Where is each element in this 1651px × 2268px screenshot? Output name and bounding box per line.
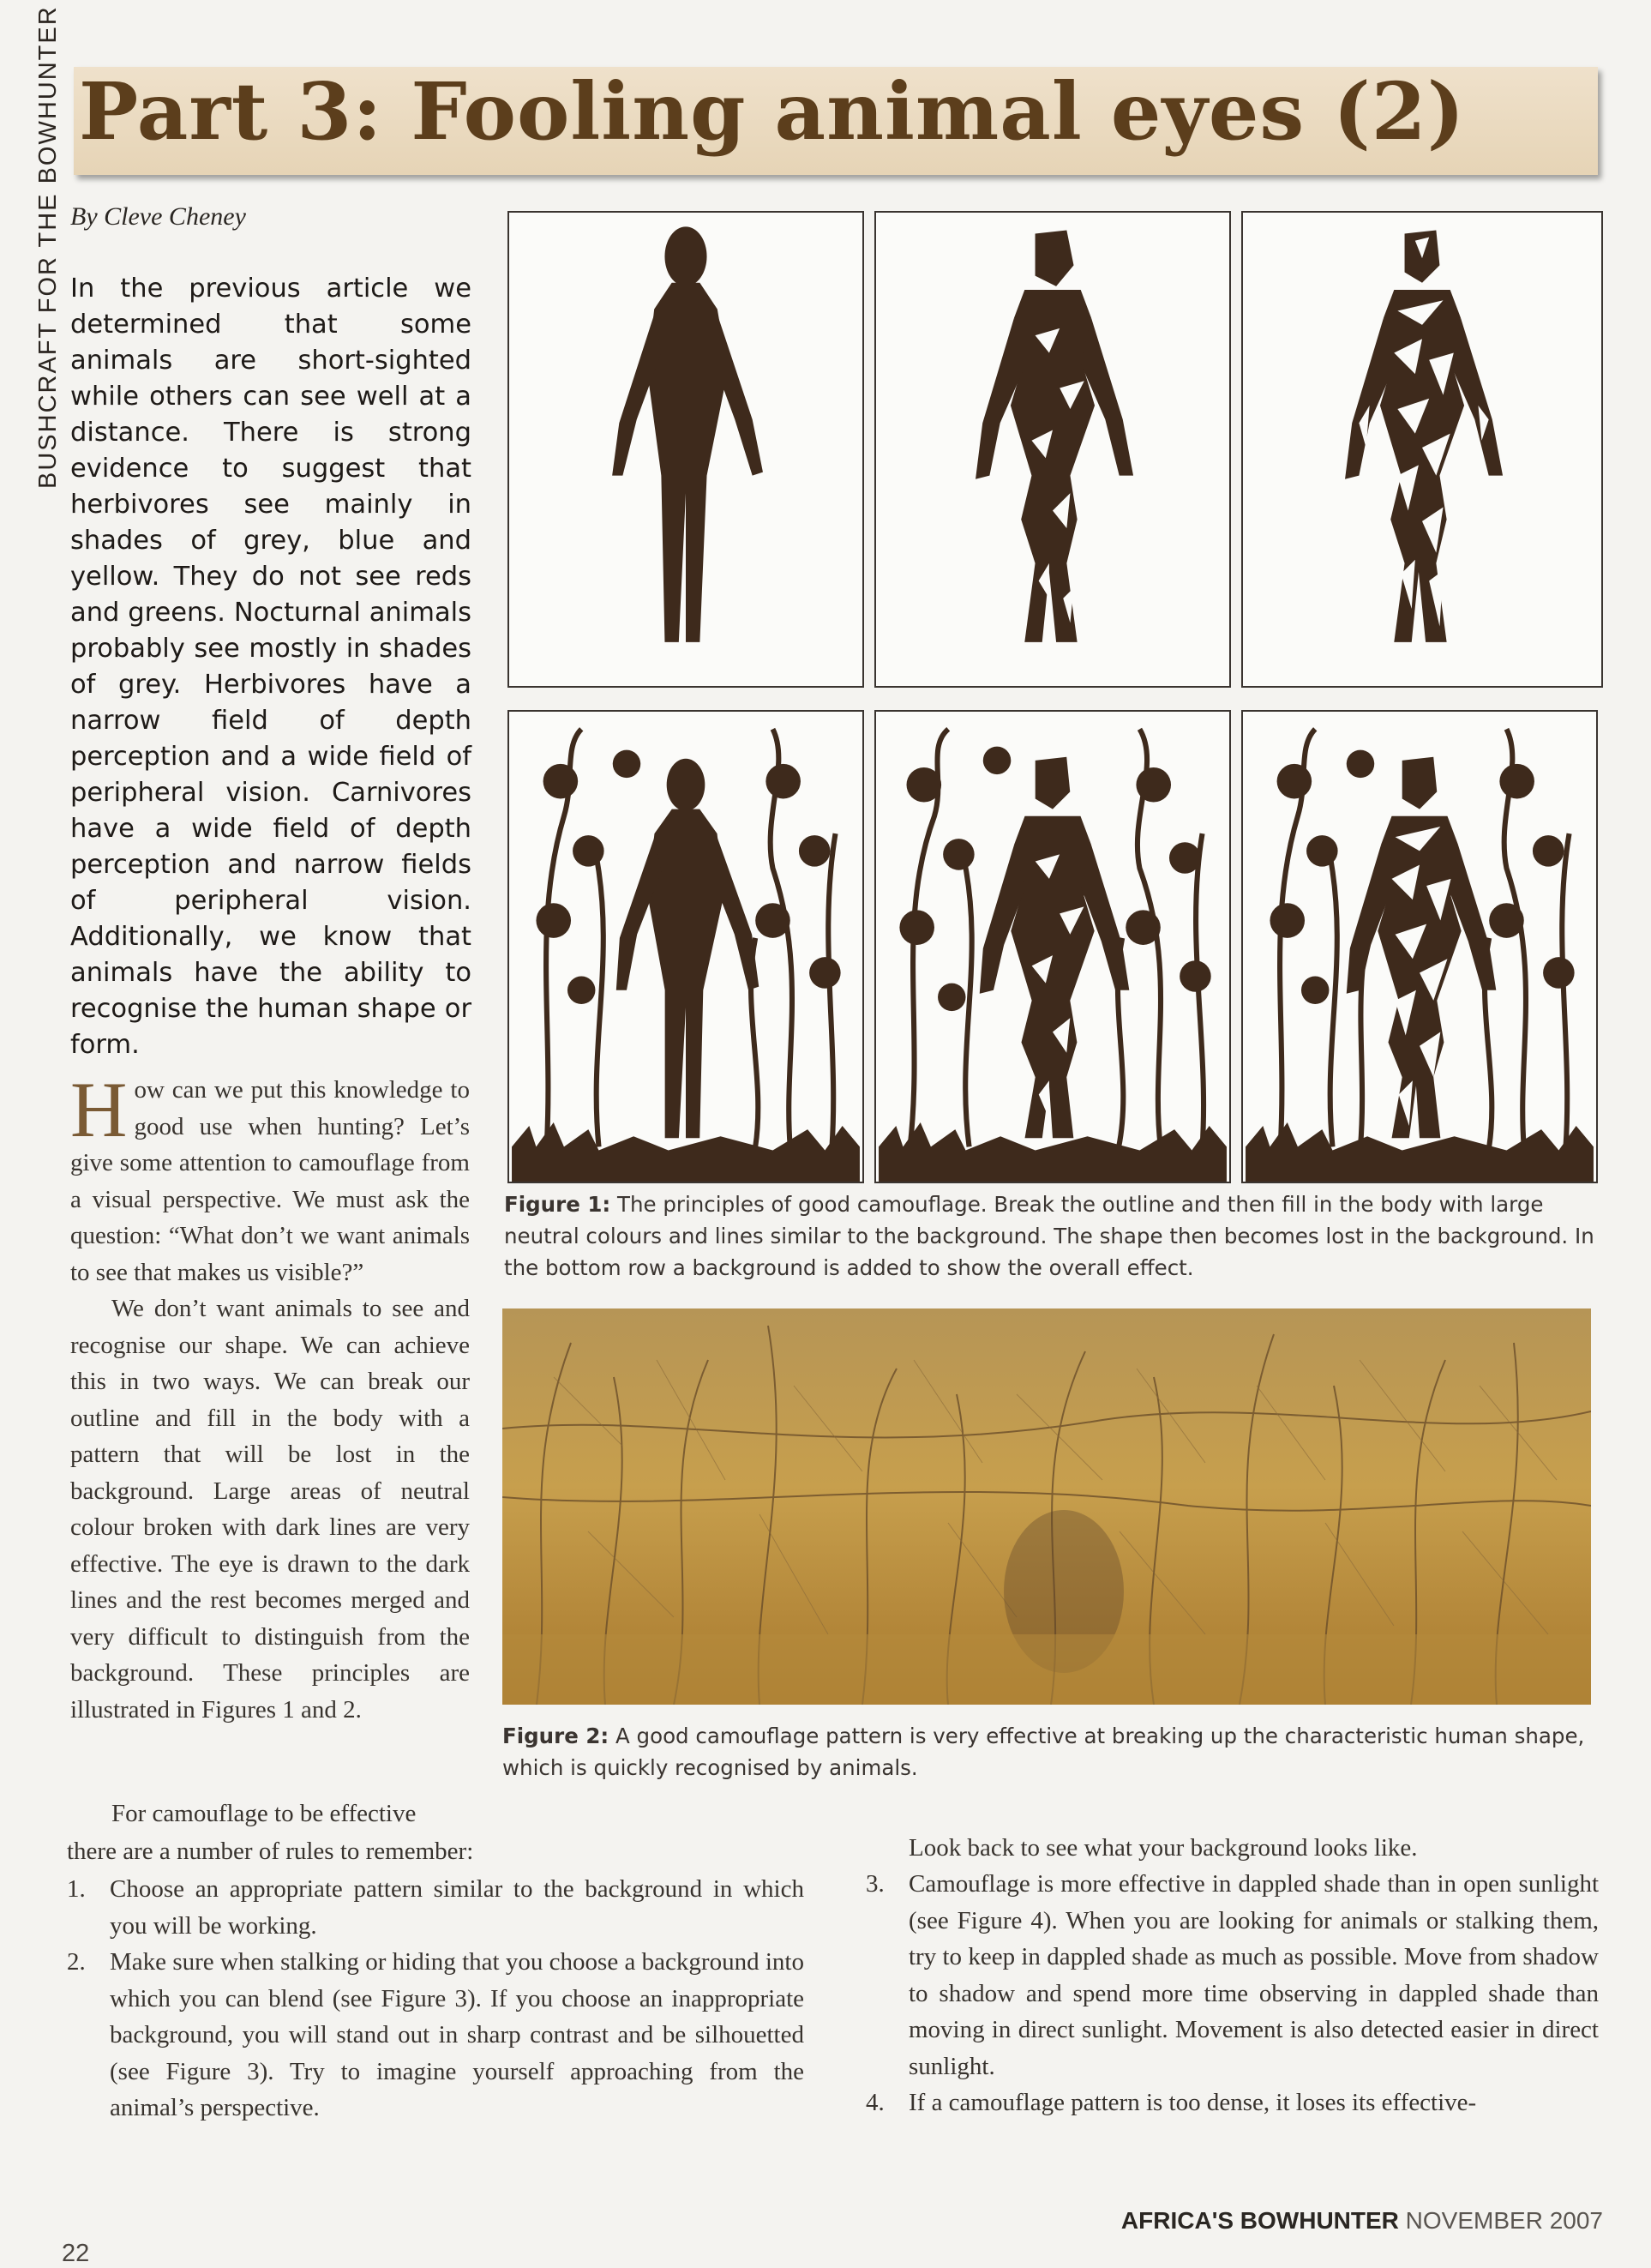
silhouette-in-foliage-icon xyxy=(509,712,862,1182)
human-silhouette-icon xyxy=(509,213,862,686)
figure-1-panel-broken-outline xyxy=(874,211,1231,688)
body-paragraph-3-end: there are a number of rules to remember: xyxy=(67,1838,474,1865)
drop-cap: H xyxy=(70,1066,128,1153)
byline: By Cleve Cheney xyxy=(70,202,246,231)
figure-1-panel-solid-background xyxy=(507,710,864,1183)
rules-list-right xyxy=(866,1866,1599,2121)
body-paragraph-3-start: For camouflage to be effective xyxy=(111,1800,417,1827)
intro-paragraph: In the previous article we determined that some animals are short-sighted while others can see well at a distance. There is strong evidence to suggest that herbivores see mainly in shades of grey, blue and yellow. They do not see reds and greens. Nocturnal animals probably see mostly in shades of grey. Herbivores have a narrow field of depth perception and a wide field of peripheral vision. Carnivores have a wide field of depth perception and narrow fields of peripheral vision. Additionally, we know that animals have the ability to recognise the human shape or form. xyxy=(70,274,471,1060)
figure-2-label: Figure 2: xyxy=(502,1724,609,1748)
figure-1-panel-filled-pattern xyxy=(1241,211,1603,688)
issue-date: NOVEMBER 2007 xyxy=(1405,2207,1603,2234)
rule-item xyxy=(67,1871,804,1944)
figure-1-panel-solid xyxy=(507,211,864,688)
rule-number: 4. xyxy=(866,2089,885,2116)
footer xyxy=(1121,2207,1603,2235)
rule-number: 3. xyxy=(866,1870,885,1898)
bushveld-camouflage-photo xyxy=(502,1308,1591,1705)
section-label: BUSHCRAFT FOR THE BOWHUNTER xyxy=(34,5,62,489)
rule-number: 1. xyxy=(67,1875,86,1903)
rule-item xyxy=(67,1944,804,2127)
broken-silhouette-icon xyxy=(876,213,1229,686)
rule-text: Make sure when stalking or hiding that you choose a background into which you can blend (see Figure 3). If you choose an inappropriate background, you will stand out in sharp contrast and be silhouetted (see Figure 3). Try to imagine yourself approaching from the animal’s perspective. xyxy=(110,1948,804,2121)
patterned-silhouette-icon xyxy=(1243,213,1601,686)
patterned-silhouette-in-foliage-icon xyxy=(1243,712,1596,1182)
broken-silhouette-in-foliage-icon xyxy=(876,712,1229,1182)
rule-text: Choose an appropriate pattern similar to the background in which you will be working. xyxy=(110,1875,804,1940)
magazine-name: AFRICA'S BOWHUNTER xyxy=(1120,2207,1399,2234)
figure-1-panel-pattern-background xyxy=(1241,710,1598,1183)
rule-item xyxy=(866,2085,1599,2121)
figure-2-caption xyxy=(502,1720,1600,1784)
rules-list-left xyxy=(67,1871,804,2127)
figure-1-label: Figure 1: xyxy=(504,1192,611,1217)
figure-1-caption xyxy=(504,1188,1598,1284)
body-column xyxy=(70,1066,470,1728)
rule-2-continuation: Look back to see what your background looks like. xyxy=(909,1834,1418,1862)
page-number: 22 xyxy=(62,2240,90,2267)
figure-1-grid xyxy=(507,211,1603,1183)
figure-1-caption-text: The principles of good camouflage. Break the outline and then fill in the body with large neutral colours and lines similar to the background. The shape then becomes lost in the background. In the bottom row a background is added to show the overall effect. xyxy=(504,1192,1594,1280)
rule-text: Camouflage is more effective in dappled shade than in open sunlight (see Figure 4). When you are looking for animals or stalking them, try to keep in dappled shade as much as possible. Move from shadow to shadow and spend more time observing in dappled shade than moving in direct sunlight. Movement is also detected easier in direct sunlight. xyxy=(909,1870,1599,2080)
rule-text: If a camouflage pattern is too dense, it loses its effective- xyxy=(909,2089,1477,2116)
page-title: Part 3: Fooling animal eyes (2) xyxy=(79,65,1466,158)
figure-1-panel-broken-background xyxy=(874,710,1231,1183)
body-paragraph-1 xyxy=(70,1066,470,1290)
figure-2-photo xyxy=(502,1308,1591,1705)
body-paragraph-2: We don’t want animals to see and recognise our shape. We can achieve this in two ways. We can break our outline and fill in the body with a pattern that will be lost in the background. Large areas of neutral colour broken with dark lines are very effective. The eye is drawn to the dark lines and the rest becomes merged and very difficult to distinguish from the background. These principles are illustrated in Figures 1 and 2. xyxy=(70,1295,470,1724)
rule-number: 2. xyxy=(67,1948,86,1976)
figure-2-caption-text: A good camouflage pattern is very effective at breaking up the characteristic human shape, which is quickly recognised by animals. xyxy=(502,1724,1585,1780)
body-paragraph-1-text: ow can we put this knowledge to good use when hunting? Let’s give some attention to camouflage from a visual perspective. We must ask the question: “What don’t we want animals to see that makes us visible?” xyxy=(70,1076,470,1286)
rule-item xyxy=(866,1866,1599,2085)
